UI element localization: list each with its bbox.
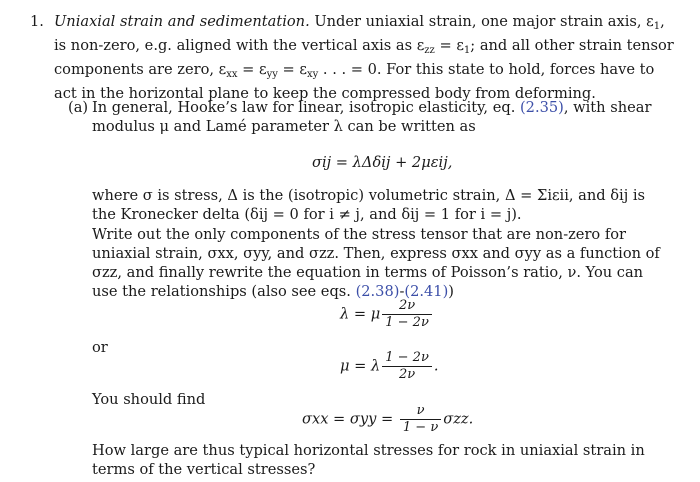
lambda-fraction: $\frac{2\nu}{1 - 2\nu}$ <box>382 298 432 331</box>
mu-equation: μ = λ $\frac{1 - 2\nu}{2\nu}$ . <box>340 350 439 382</box>
question-paragraph: How large are thus typical horizontal stresses for rock in uniaxial strain in terms of the vertical stresses? <box>92 442 645 478</box>
mu-fraction: $\frac{1 - 2\nu}{2\nu}$ <box>382 350 432 383</box>
equation-reference[interactable]: (2.38) <box>355 283 400 300</box>
instruction-paragraph: Write out the only components of the stress tensor that are non-zero for uniaxial strain, σxx, σyy, and σzz. Then, express σxx and σyy as a function of σzz, and finally rewrite the equation in terms of Poisson’s ratio, ν. You can use the relationships (also see eqs. (2.38)-(2.41)) <box>92 226 660 300</box>
lambda-equation: λ = μ $\frac{2\nu}{1 - 2\nu}$ <box>340 298 434 331</box>
problem-number: 1. <box>30 13 44 30</box>
find-text: You should find <box>92 391 206 408</box>
problem-intro: Uniaxial strain and sedimentation. Under uniaxial strain, one major strain axis, $\varepsilon_1$, is non-zero, e.g. aligned with the vertical axis as $\varepsilon_{zz} = \varepsilon_1$; and all other strain tensor components are zero, $\varepsilon_{xx} = \varepsilon_{yy} = \varepsilon_{xy}$ . . . = 0. For this state to hold, forces have to act in the horizontal plane to keep the compressed body from deforming. <box>54 13 674 102</box>
part-a-intro: In general, Hooke’s law for linear, isotropic elasticity, eq. (2.35), with shear modulus μ and Lamé parameter λ can be written as <box>92 99 652 135</box>
hooke-law-equation: σij = λΔδij + 2μεij, <box>312 154 453 171</box>
result-fraction: $\frac{\nu}{1 - \nu}$ <box>400 403 441 436</box>
or-text: or <box>92 339 108 356</box>
result-equation: σxx = σyy = $\frac{\nu}{1 - \nu}$ σzz. <box>302 403 474 435</box>
equation-reference[interactable]: (2.35) <box>519 99 564 116</box>
part-a-label: (a) <box>68 99 89 116</box>
problem-title: Uniaxial strain and sedimentation. <box>54 13 310 30</box>
equation-reference[interactable]: (2.41) <box>404 283 449 300</box>
where-paragraph: where σ is stress, Δ is the (isotropic) volumetric strain, Δ = Σiεii, and δij is the Kronecker delta (δij = 0 for i ≠ j, and δij = 1 for i = j). <box>92 187 646 223</box>
